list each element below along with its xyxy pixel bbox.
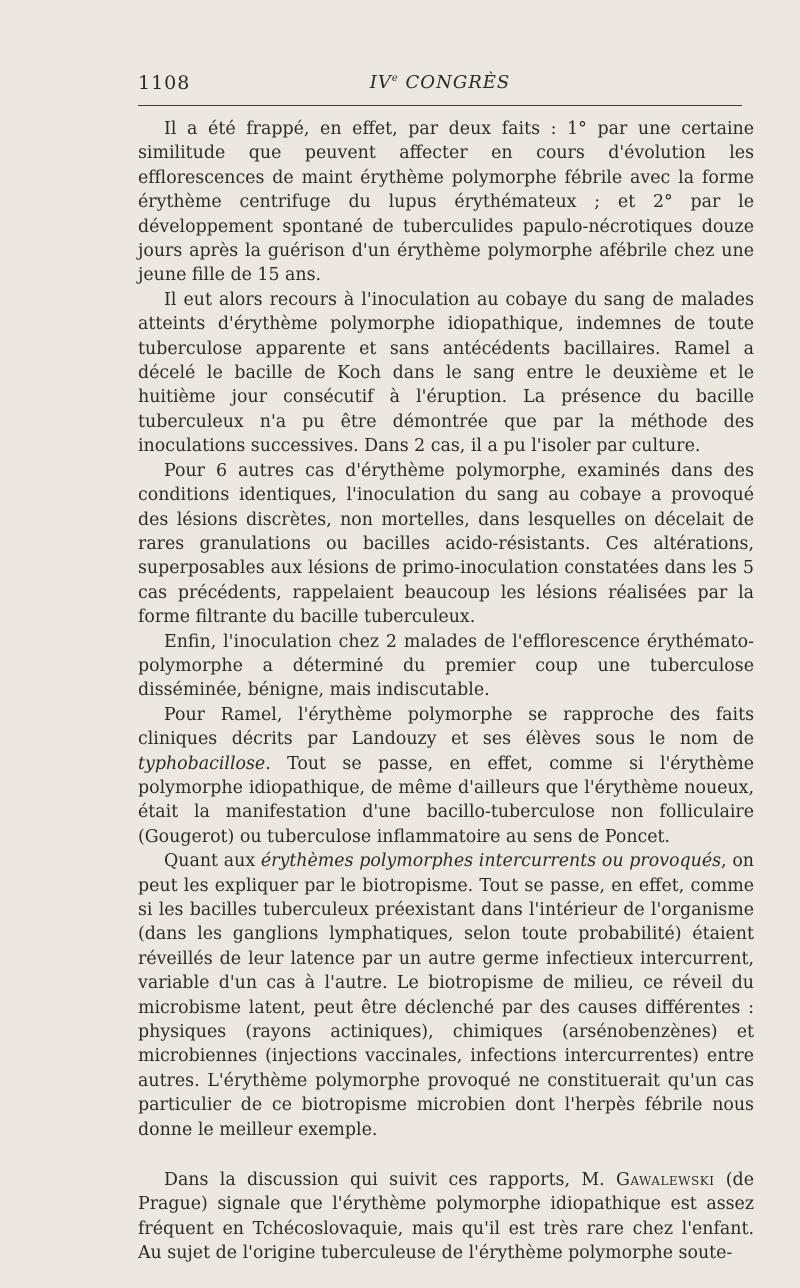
paragraph [138, 849, 754, 1142]
para5-text-after: . Tout se passe, en effet, comme si l'érythème polymorphe idiopathique, de même d'ailleurs que l'érythème noueux, était la manifestation d'une bacillo-tuberculose non folliculaire (Gougerot) ou tuberculose inflammatoire au sens de Poncet. [138, 753, 754, 847]
paragraph: Il a été frappé, en effet, par deux faits : 1° par une certaine similitude que peuvent affecter en cours d'évolution les efflorescences de maint érythème polymorphe fébrile avec la forme érythème centrifuge du lupus érythémateux ; et 2° par le développement spontané de tuberculides papulo-nécrotiques douze jours après la guérison d'un érythème polymorphe afébrile chez une jeune fille de 15 ans. [138, 119, 754, 286]
author-name: Gawalewski [615, 1170, 715, 1191]
para7-text-before: Dans la discussion qui suivit ces rapports, M. [164, 1170, 616, 1191]
para5-text-before: Pour Ramel, l'érythème polymorphe se rapproche des faits cliniques décrits par Landouzy et ses élèves sous le nom de [138, 704, 754, 750]
para7-text-after: (de Prague) signale que l'érythème polymorphe idiopathique est assez fréquent en Tchécoslovaquie, mais qu'il est très rare chez l'enfant. Au sujet de l'origine tuberculeuse de l'érythème polymorphe soute- [138, 1170, 754, 1264]
paragraph [138, 703, 754, 849]
paragraph: Enfin, l'inoculation chez 2 malades de l'efflorescence érythémato-polymorphe a déterminé du premier coup une tuberculose disséminée, bénigne, mais indiscutable. [138, 631, 754, 701]
para6-italic: érythèmes polymorphes intercurrents ou provoqués [260, 851, 722, 872]
running-head-numeral: IV [369, 72, 392, 93]
page-header [138, 72, 742, 102]
paragraph: Pour 6 autres cas d'érythème polymorphe, examinés dans des conditions identiques, l'inoculation du sang au cobaye a provoqué des lésions discrètes, non mortelles, dans lesquelles on décelait de rares granulations ou bacilles acido-résistants. Ces altérations, superposables aux lésions de primo-inoculation constatées dans les 5 cas précédents, rappelaient beaucoup les lésions réalisées par la forme filtrante du bacille tuberculeux. [138, 460, 754, 628]
para6-text-after: , on peut les expliquer par le biotropisme. Tout se passe, en effet, comme si les bacilles tuberculeux préexistant dans l'intérieur de l'organisme (dans les ganglions lymphatiques, selon toute probabilité) étaient réveillés de leur latence par un autre germe infectieux intercurrent, variable d'un cas à l'autre. Le biotropisme de milieu, ce réveil du microbisme latent, peut être déclenché par des causes différentes : physiques (rayons actiniques), chimiques (arsénobenzènes) et microbiennes (injections vaccinales, infections intercurrentes) entre autres. L'érythème polymorphe provoqué ne constituerait qu'un cas particulier de ce biotropisme microbien dont l'herpès fébrile nous donne le meilleur exemple. [138, 851, 754, 1140]
para6-text-before: Quant aux [164, 851, 261, 872]
page-number: 1108 [138, 72, 191, 94]
running-head-sup: e [391, 73, 399, 84]
header-rule [138, 105, 742, 106]
running-head-word: CONGRÈS [398, 72, 511, 93]
para5-italic: typhobacillose [138, 753, 266, 774]
paragraph: Il eut alors recours à l'inoculation au cobaye du sang de malades atteints d'érythème polymorphe idiopathique, indemnes de toute tuberculose apparente et sans antécédents bacillaires. Ramel a décelé le bacille de Koch dans le sang entre le deuxième et le huitième jour consécutif à l'éruption. La présence du bacille tuberculeux n'a pu être démontrée que par la méthode des inoculations successives. Dans 2 cas, il a pu l'isoler par culture. [138, 289, 754, 457]
body-text [138, 117, 754, 1266]
paragraph [138, 1168, 754, 1266]
running-head [138, 72, 742, 93]
